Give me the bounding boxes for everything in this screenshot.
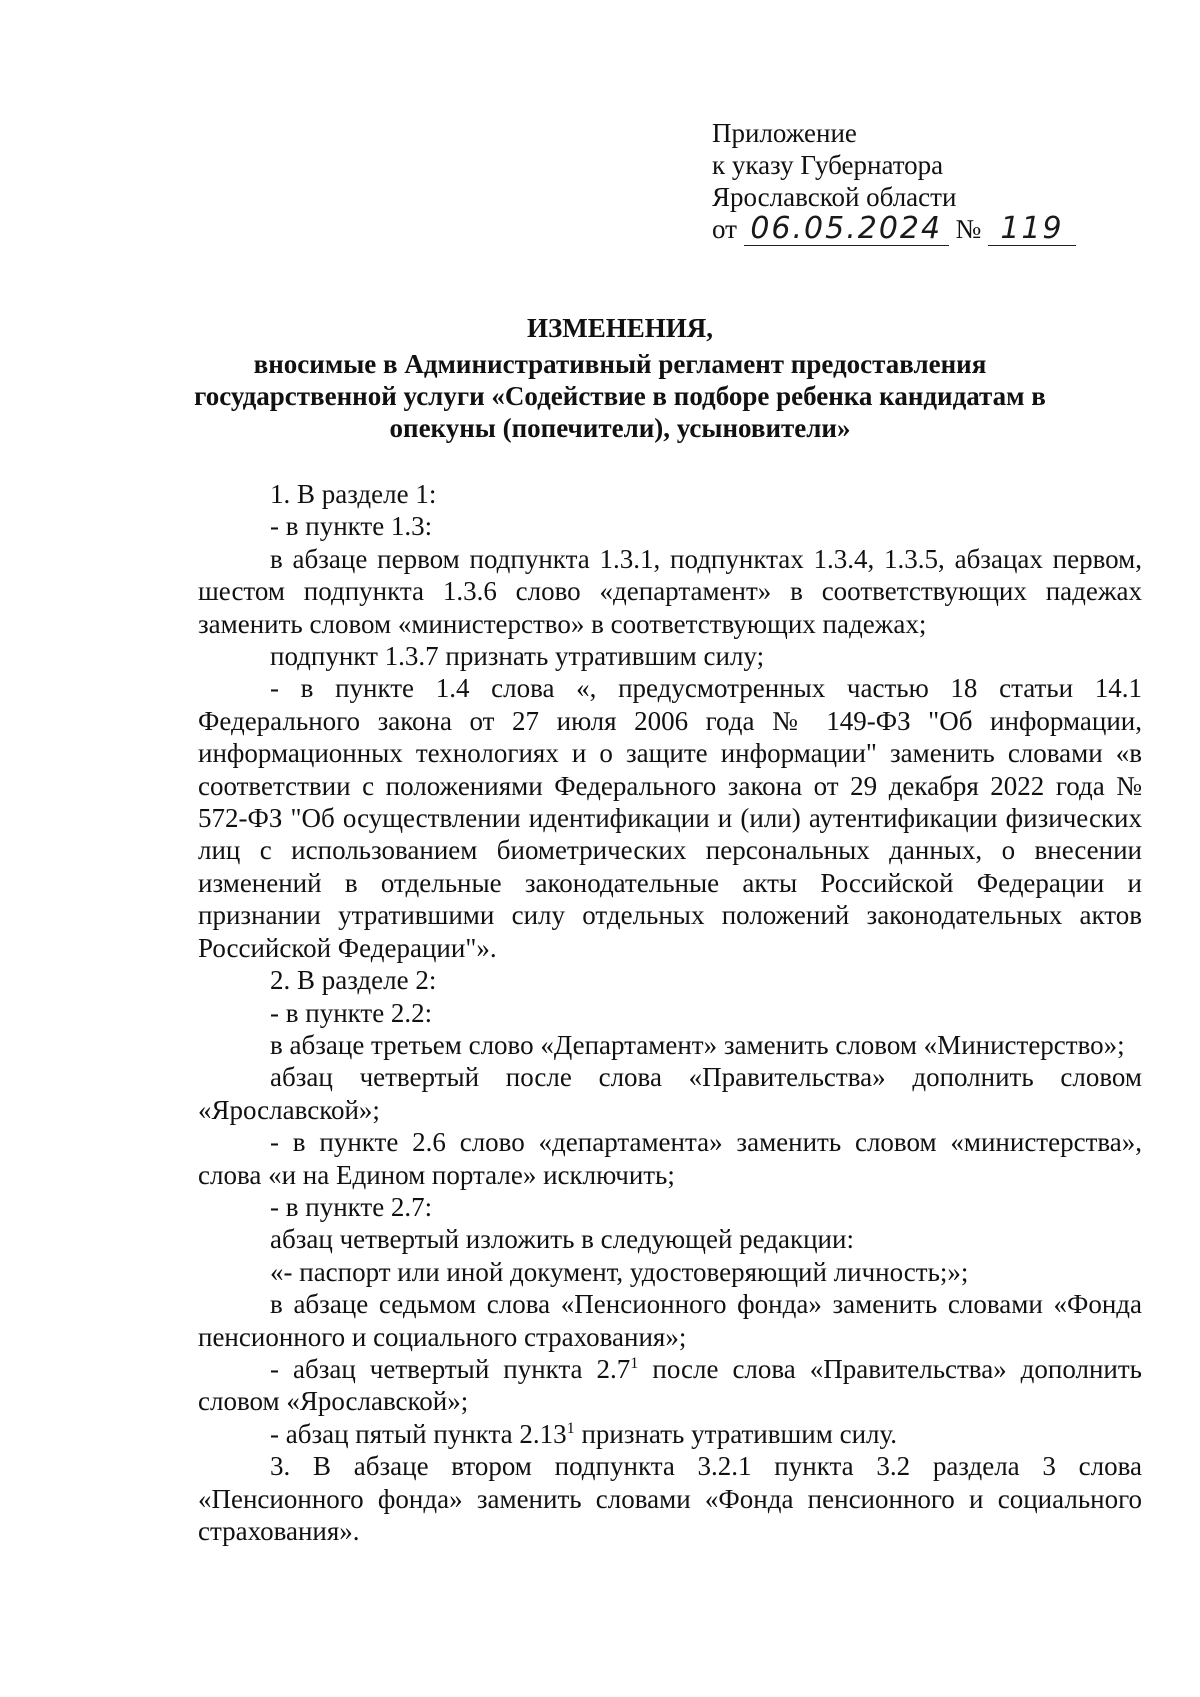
title-sub-line-1: вносимые в Административный регламент предоставления [253, 349, 987, 379]
paragraph-11: - в пункте 2.7: [270, 1191, 433, 1222]
document-title [170, 312, 1070, 444]
paragraph-9: абзац четвертый после слова «Правительства» дополнить словом «Ярославской»; [198, 1062, 1142, 1125]
handwritten-number: 119 [988, 213, 1076, 246]
document-body [198, 478, 1142, 1547]
paragraph-15-text-b: после слова «Правительства» дополнить словом «Ярославской»; [198, 1353, 1142, 1417]
paragraph-4: подпункт 1.3.7 признать утратившим силу; [270, 641, 765, 672]
paragraph-15 [198, 1353, 1142, 1418]
paragraph-5: - в пункте 1.4 слова «, предусмотренных частью 18 статьи 14.1 Федерального закона от 27 июля 2006 года № 149-ФЗ "Об информации, информационных технологиях и о защите информации" заменить словами «в соответствии с положениями Федерального закона от 29 декабря 2022 года № 572-ФЗ "Об осуществлении идентификации и (или) аутентификации физических лиц с использованием биометрических персональных данных, о внесении изменений в отдельные законодательные акты Российской Федерации и признании утратившими силу отдельных положений законодательных актов Российской Федерации"». [198, 673, 1142, 963]
appendix-line-1: Приложение [712, 118, 857, 148]
paragraph-8: в абзаце третьем слово «Департамент» заменить словом «Министерство»; [270, 1029, 1125, 1060]
paragraph-2: - в пункте 1.3: [270, 511, 433, 542]
appendix-date-line [712, 213, 1076, 246]
title-main: ИЗМЕНЕНИЯ, [526, 313, 713, 343]
paragraph-14: в абзаце седьмом слова «Пенсионного фонда» заменить словами «Фонда пенсионного и социального страхования»; [198, 1289, 1142, 1352]
appendix-header [712, 117, 1076, 246]
appendix-line-3: Ярославской области [712, 182, 957, 212]
paragraph-15-superscript: 1 [630, 1353, 639, 1372]
number-prefix: № [955, 214, 982, 244]
paragraph-17: 3. В абзаце втором подпункта 3.2.1 пункта 3.2 раздела 3 слова «Пенсионного фонда» заменить словами «Фонда пенсионного и социального страхования». [198, 1451, 1142, 1546]
paragraph-1: 1. В разделе 1: [270, 479, 437, 509]
title-sub-line-3: опекуны (попечители), усыновители» [389, 413, 851, 443]
paragraph-16 [198, 1418, 1142, 1450]
title-sub-line-2: государственной услуги «Содействие в подборе ребенка кандидатам в [194, 381, 1046, 411]
paragraph-10: - в пункте 2.6 слово «департамента» заменить словом «министерства», слова «и на Едином портале» исключить; [198, 1127, 1142, 1190]
paragraph-6: 2. В разделе 2: [270, 965, 437, 996]
paragraph-3: в абзаце первом подпункта 1.3.1, подпунктах 1.3.4, 1.3.5, абзацах первом, шестом подпункта 1.3.6 слово «департамент» в соответствующих падежах заменить словом «министерство» в соответствующих падежах; [198, 543, 1142, 639]
appendix-line-2: к указу Губернатора [712, 150, 944, 180]
paragraph-7: - в пункте 2.2: [270, 997, 433, 1028]
paragraph-16-text-a: - абзац пятый пункта 2.13 [270, 1418, 567, 1449]
paragraph-16-text-b: признать утратившим силу. [574, 1418, 898, 1449]
paragraph-13: «- паспорт или иной документ, удостоверяющий личность;»; [270, 1256, 969, 1287]
date-prefix: от [712, 214, 737, 244]
handwritten-date: 06.05.2024 [744, 213, 949, 246]
paragraph-16-superscript: 1 [566, 1418, 575, 1437]
paragraph-15-text-a: - абзац четвертый пункта 2.7 [270, 1353, 631, 1384]
paragraph-12: абзац четвертый изложить в следующей редакции: [270, 1224, 854, 1255]
